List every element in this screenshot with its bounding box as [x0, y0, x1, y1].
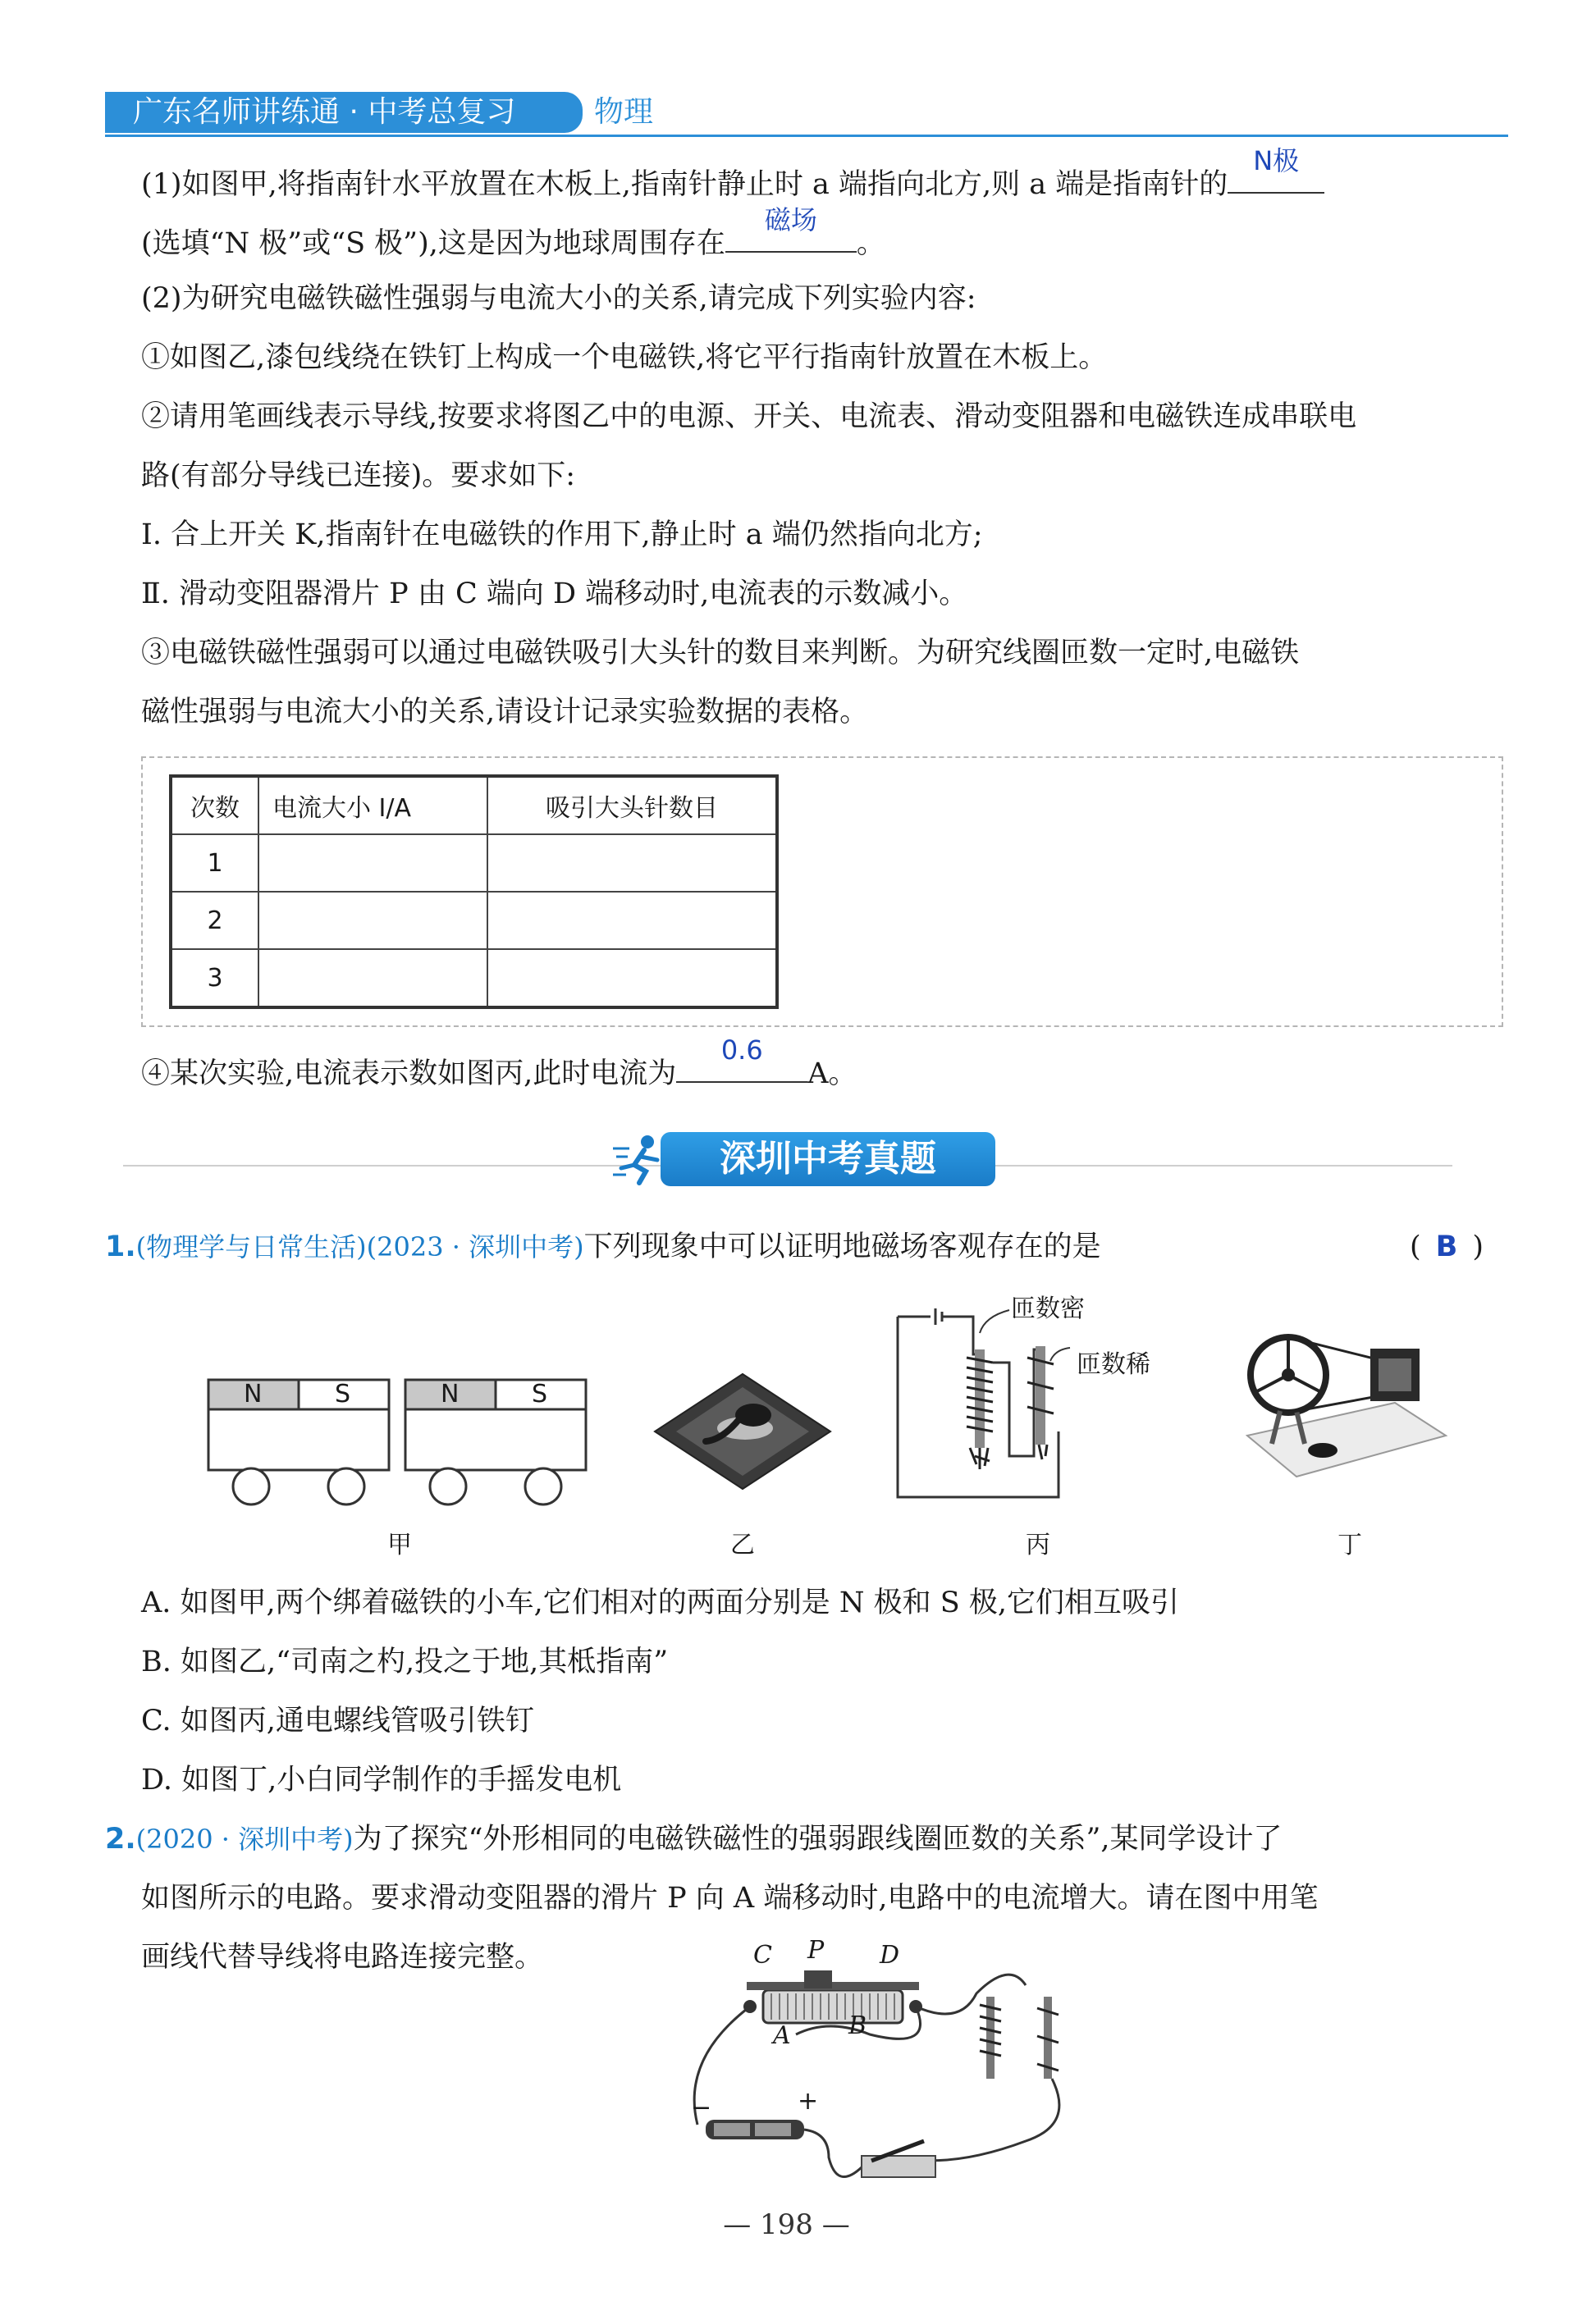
table-row — [171, 949, 777, 1007]
figure-bing-solenoids — [894, 1300, 1091, 1514]
table-cell: 1 — [171, 834, 258, 892]
table-cell — [258, 834, 487, 892]
q2-stem-line3: 画线代替导线将电路连接完整。 — [141, 1941, 544, 1974]
option-d: D. 如图丁,小白同学制作的手摇发电机 — [141, 1764, 622, 1797]
step3-line1: ③电磁铁磁性强弱可以通过电磁铁吸引大头针的数目来判断。为研究线圈匝数一定时,电磁铁 — [141, 637, 1300, 669]
q1-text2b: 。 — [856, 227, 885, 260]
q1-text2a: (选填“N 极”或“S 极”),这是因为地球周围存在 — [141, 227, 725, 260]
answer-table-area — [141, 756, 1503, 1027]
cart2-n-label: N — [441, 1380, 460, 1409]
q1-number: 1. — [105, 1230, 136, 1263]
terminal-a-label: A — [773, 2021, 791, 2050]
q1-answer: N极 — [1253, 145, 1300, 176]
table-cell — [487, 892, 777, 949]
table-cell — [487, 834, 777, 892]
table-cell: 3 — [171, 949, 258, 1007]
page-number: — 198 — — [723, 2208, 850, 2241]
figure-yi-sinan — [648, 1366, 837, 1497]
figure-q2-circuit — [665, 1944, 1091, 2190]
paren-open: ( — [1410, 1230, 1421, 1263]
step4-text: ④某次实验,电流表示数如图丙,此时电流为 — [141, 1057, 677, 1090]
book-title: 广东名师讲练通 · 中考总复习 — [105, 92, 583, 133]
figure-bing-label: 丙 — [1026, 1531, 1050, 1559]
step1: ①如图乙,漆包线绕在铁钉上构成一个电磁铁,将它平行指南针放置在木板上。 — [141, 341, 1108, 374]
q2-source: (2020 · 深圳中考) — [135, 1824, 354, 1855]
dense-coil — [967, 1349, 993, 1469]
figure-ding-generator — [1231, 1329, 1452, 1493]
dense-coil-label: 匝数密 — [1011, 1294, 1085, 1323]
table-cell — [258, 949, 487, 1007]
electromagnets — [980, 1997, 1059, 2079]
battery-plus-label: + — [798, 2087, 819, 2116]
figure-jia-label: 甲 — [387, 1531, 412, 1559]
table-header-cell: 电流大小 I/A — [258, 776, 487, 834]
section-title: 深圳中考真题 — [661, 1132, 995, 1186]
q2-stem-line2: 如图所示的电路。要求滑动变阻器的滑片 P 向 A 端移动时,电路中的电流增大。请在图中用笔 — [141, 1882, 1319, 1915]
requirement-2: Ⅱ. 滑动变阻器滑片 P 由 C 端向 D 端移动时,电流表的示数减小。 — [141, 578, 968, 610]
terminal-b-label: B — [848, 2011, 867, 2040]
table-row — [171, 892, 777, 949]
q1-answer2-blank — [725, 204, 857, 253]
q2-number: 2. — [105, 1823, 136, 1856]
record-table — [169, 774, 779, 1009]
step2-line1: ②请用笔画线表示导线,按要求将图乙中的电源、开关、电流表、滑动变阻器和电磁铁连成串联电 — [141, 400, 1357, 433]
table-row — [171, 834, 777, 892]
terminal-d-label: D — [880, 1941, 900, 1970]
battery-minus-label: − — [691, 2093, 712, 2122]
table-cell: 2 — [171, 892, 258, 949]
option-c: C. 如图丙,通电螺线管吸引铁钉 — [141, 1705, 534, 1737]
q1-answer-paren — [1410, 1227, 1484, 1267]
table-header-cell: 吸引大头针数目 — [487, 776, 777, 834]
cart-left — [208, 1380, 389, 1504]
table-header-row — [171, 776, 777, 834]
cart1-s-label: S — [335, 1380, 351, 1409]
subject-label: 物理 — [594, 95, 654, 129]
table-cell — [258, 892, 487, 949]
requirement-1: Ⅰ. 合上开关 K,指南针在电磁铁的作用下,静止时 a 端仍然指向北方; — [141, 518, 983, 551]
section-banner — [611, 1132, 1005, 1189]
slider-p-label: P — [807, 1936, 825, 1965]
cart1-n-label: N — [244, 1380, 263, 1409]
q1-text: 下列现象中可以证明地磁场客观存在的是 — [583, 1230, 1101, 1263]
step4-unit: A。 — [807, 1057, 857, 1090]
option-a: A. 如图甲,两个绑着磁铁的小车,它们相对的两面分别是 N 极和 S 极,它们相互吸引 — [141, 1587, 1180, 1619]
q1-answer-blank — [1228, 145, 1324, 194]
table-cell — [487, 949, 777, 1007]
header-divider — [105, 135, 1508, 137]
q1-line1 — [141, 145, 1324, 204]
paren-close: ) — [1472, 1230, 1484, 1263]
q1-line2 — [141, 204, 885, 263]
step3-line2: 磁性强弱与电流大小的关系,请设计记录实验数据的表格。 — [141, 696, 869, 728]
q1-stem — [105, 1227, 1101, 1267]
q1-answer: B — [1435, 1230, 1458, 1263]
sparse-coil — [1027, 1346, 1054, 1459]
step2-line2: 路(有部分导线已连接)。要求如下: — [141, 459, 576, 492]
step4-line — [141, 1034, 857, 1094]
q1-text: (1)如图甲,将指南针水平放置在木板上,指南针静止时 a 端指向北方,则 a 端是指南针的 — [141, 168, 1228, 201]
switch — [862, 2141, 935, 2177]
figure-yi-label: 乙 — [730, 1531, 755, 1559]
q1-answer2: 磁场 — [764, 204, 817, 235]
cart-right — [405, 1380, 586, 1504]
figure-ding-label: 丁 — [1338, 1531, 1362, 1559]
step4-answer: 0.6 — [720, 1034, 763, 1066]
option-b: B. 如图乙,“司南之杓,投之于地,其柢指南” — [141, 1646, 669, 1678]
q1-source: (物理学与日常生活)(2023 · 深圳中考) — [135, 1231, 584, 1262]
table-header-cell: 次数 — [171, 776, 258, 834]
q2-intro: (2)为研究电磁铁磁性强弱与电流大小的关系,请完成下列实验内容: — [141, 282, 976, 315]
q2-stem-line1 — [105, 1819, 1283, 1859]
rheostat — [743, 1970, 922, 2023]
sparse-coil-label: 匝数稀 — [1077, 1350, 1150, 1379]
q2-line1: 为了探究“外形相同的电磁铁磁性的强弱跟线圈匝数的关系”,某同学设计了 — [353, 1823, 1283, 1856]
battery — [706, 2120, 804, 2139]
header-bar — [105, 92, 1508, 133]
cart2-s-label: S — [532, 1380, 548, 1409]
terminal-c-label: C — [753, 1941, 772, 1970]
step4-answer-blank — [676, 1034, 807, 1083]
